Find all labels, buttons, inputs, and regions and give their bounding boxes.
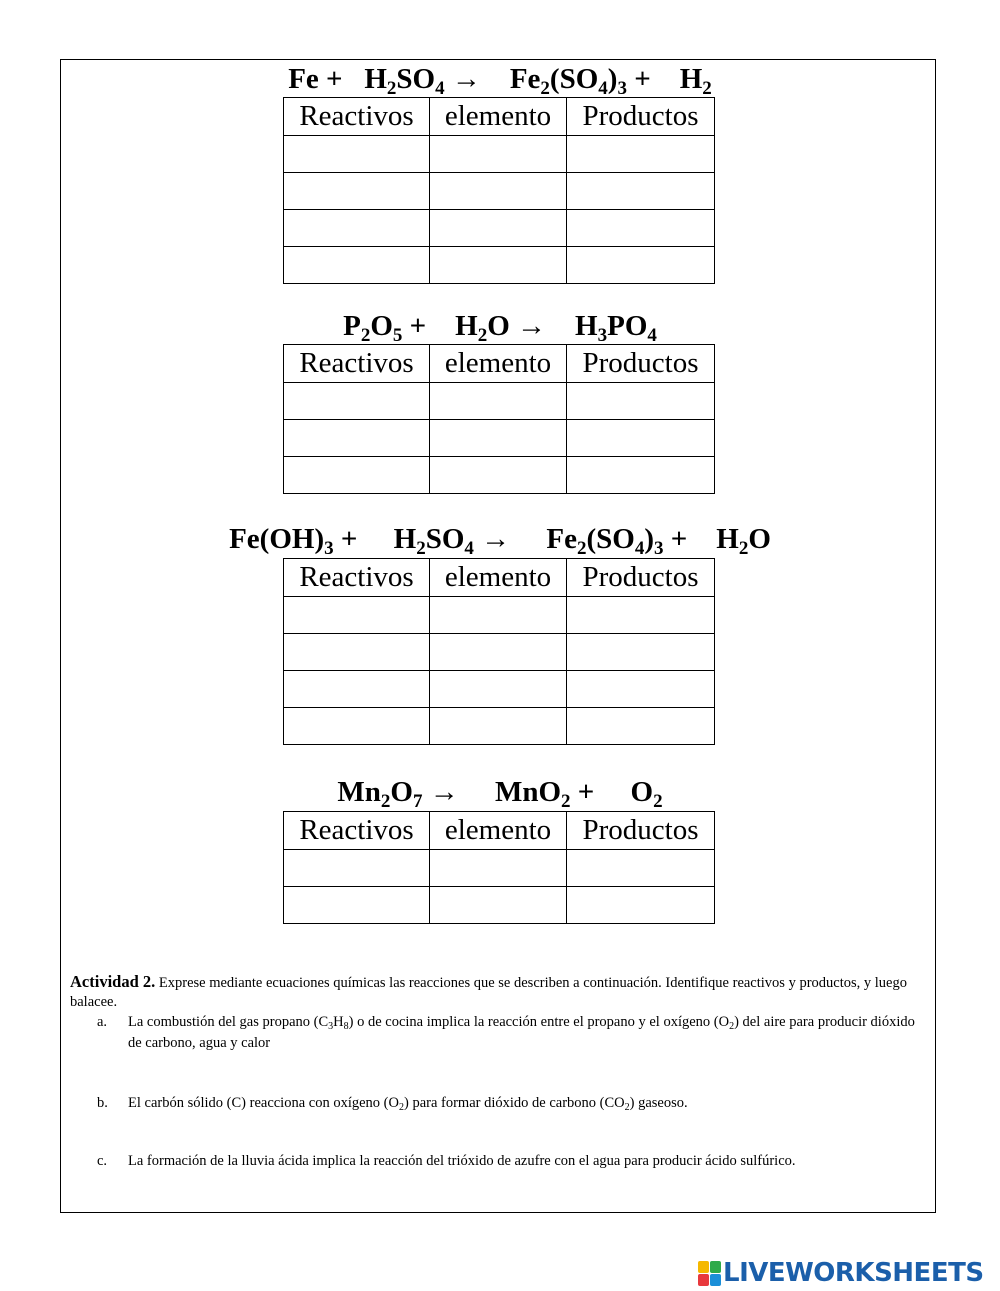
subscript: 4 xyxy=(598,78,608,99)
equation-title: $Mn_2O_7$ → MnO$_2$ + $O_2$ xyxy=(337,776,663,812)
subscript: 5 xyxy=(392,325,403,346)
answer-cell[interactable] xyxy=(430,383,567,420)
subscript: 2 xyxy=(738,538,749,559)
answer-cell[interactable] xyxy=(284,708,430,745)
answer-cell[interactable] xyxy=(430,634,567,671)
equation-title: $P_2O_5$ + $H_2O$ → $H_3PO_4$ xyxy=(343,310,657,346)
subscript: 8 xyxy=(343,1021,349,1032)
activity-title: Actividad 2. xyxy=(70,972,156,991)
answer-cell[interactable] xyxy=(284,136,430,173)
table-row xyxy=(284,173,715,210)
answer-cell[interactable] xyxy=(284,671,430,708)
subscript: 2 xyxy=(729,1021,735,1032)
answer-cell[interactable] xyxy=(430,173,567,210)
answer-cell[interactable] xyxy=(567,383,715,420)
answer-cell[interactable] xyxy=(284,247,430,284)
column-header: Productos xyxy=(567,345,715,383)
column-header: Productos xyxy=(567,559,715,597)
answer-cell[interactable] xyxy=(567,708,715,745)
logo-square xyxy=(710,1274,721,1286)
answer-cell[interactable] xyxy=(567,457,715,494)
subscript: 2 xyxy=(653,791,663,812)
answer-cell[interactable] xyxy=(567,247,715,284)
subscript: 2 xyxy=(540,78,550,99)
table-row xyxy=(284,210,715,247)
subscript: 3 xyxy=(324,538,334,559)
table-row xyxy=(284,383,715,420)
column-header: Reactivos xyxy=(284,559,430,597)
answer-cell[interactable] xyxy=(284,210,430,247)
subscript: 2 xyxy=(624,1102,630,1113)
subscript: 2 xyxy=(380,791,391,812)
subscript: 2 xyxy=(561,791,571,812)
table-row xyxy=(284,247,715,284)
answer-cell[interactable] xyxy=(284,850,430,887)
table-row xyxy=(284,708,715,745)
subscript: 2 xyxy=(702,78,712,99)
subscript: 7 xyxy=(412,791,423,812)
answer-cell[interactable] xyxy=(430,420,567,457)
answer-cell[interactable] xyxy=(284,420,430,457)
answer-cell[interactable] xyxy=(430,597,567,634)
subscript: 2 xyxy=(416,538,426,559)
answer-cell[interactable] xyxy=(284,634,430,671)
item-marker: c. xyxy=(97,1153,108,1169)
subscript: 2 xyxy=(360,325,371,346)
table-row xyxy=(284,887,715,924)
balance-table xyxy=(283,811,715,924)
table-row xyxy=(284,597,715,634)
subscript: 2 xyxy=(386,78,397,99)
item-text: El carbón sólido (C) reacciona con oxígeno $(O_2)$ para formar dióxido de carbono $(CO_2)$ gaseoso. xyxy=(128,1095,688,1113)
subscript: 4 xyxy=(647,325,657,346)
table-row xyxy=(284,136,715,173)
table-header-row xyxy=(284,345,715,383)
answer-cell[interactable] xyxy=(567,173,715,210)
subscript: 3 xyxy=(617,78,627,99)
activity-instructions: Exprese mediante ecuaciones químicas las reacciones que se describen a continuación. Identifique reactivos y productos, y luego balacee. xyxy=(70,975,907,1010)
column-header: elemento xyxy=(430,345,567,383)
subscript: 2 xyxy=(477,325,488,346)
answer-cell[interactable] xyxy=(567,634,715,671)
answer-cell[interactable] xyxy=(430,708,567,745)
logo-square xyxy=(698,1261,709,1273)
balance-table xyxy=(283,344,715,494)
answer-cell[interactable] xyxy=(284,173,430,210)
subscript: 2 xyxy=(576,538,587,559)
answer-cell[interactable] xyxy=(284,383,430,420)
answer-cell[interactable] xyxy=(284,597,430,634)
table-header-row xyxy=(284,98,715,136)
subscript: 2 xyxy=(398,1102,404,1113)
liveworksheets-logo[interactable] xyxy=(698,1258,984,1288)
column-header: elemento xyxy=(430,812,567,850)
item-text: La formación de la lluvia ácida implica la reacción del trióxido de azufre con el agua para producir ácido sulfúrico. xyxy=(128,1153,796,1169)
answer-cell[interactable] xyxy=(430,457,567,494)
answer-cell[interactable] xyxy=(567,136,715,173)
balance-table xyxy=(283,97,715,284)
table-row xyxy=(284,671,715,708)
table-row xyxy=(284,420,715,457)
column-header: Reactivos xyxy=(284,345,430,383)
table-row xyxy=(284,457,715,494)
answer-cell[interactable] xyxy=(430,671,567,708)
answer-cell[interactable] xyxy=(567,887,715,924)
answer-cell[interactable] xyxy=(567,210,715,247)
table-row xyxy=(284,634,715,671)
activity-intro xyxy=(70,972,920,1012)
column-header: Productos xyxy=(567,98,715,136)
equation-title: $Fe + H_2SO_4$ → $Fe_2(SO_4)_3$ + $H_2$ xyxy=(288,63,712,99)
answer-cell[interactable] xyxy=(430,210,567,247)
logo-mark-icon xyxy=(698,1261,720,1285)
logo-square xyxy=(698,1274,709,1286)
table-header-row xyxy=(284,559,715,597)
table-header-row xyxy=(284,812,715,850)
logo-text: LIVEWORKSHEETS xyxy=(723,1258,984,1288)
item-marker: b. xyxy=(97,1095,108,1111)
answer-cell[interactable] xyxy=(567,671,715,708)
column-header: elemento xyxy=(430,559,567,597)
balance-table xyxy=(283,558,715,745)
subscript: 4 xyxy=(464,538,474,559)
answer-cell[interactable] xyxy=(430,887,567,924)
answer-cell[interactable] xyxy=(430,850,567,887)
column-header: Productos xyxy=(567,812,715,850)
item-marker: a. xyxy=(97,1014,108,1030)
answer-cell[interactable] xyxy=(567,850,715,887)
logo-square xyxy=(710,1261,721,1273)
table-row xyxy=(284,850,715,887)
answer-cell[interactable] xyxy=(284,887,430,924)
item-text: La combustión del gas propano $(C_3H_8)$ o de cocina implica la reacción entre el propano y el oxígeno $(O_2)$ del aire para producir dióxido de carbono, agua y calor xyxy=(128,1014,915,1051)
subscript: 3 xyxy=(654,538,664,559)
answer-cell[interactable] xyxy=(284,457,430,494)
column-header: Reactivos xyxy=(284,98,430,136)
answer-cell[interactable] xyxy=(430,136,567,173)
answer-cell[interactable] xyxy=(567,597,715,634)
answer-cell[interactable] xyxy=(567,420,715,457)
answer-cell[interactable] xyxy=(430,247,567,284)
subscript: 3 xyxy=(328,1021,334,1032)
column-header: elemento xyxy=(430,98,567,136)
equation-title: $Fe(OH)_3$ + $H_2SO_4$ → $Fe_2(SO_4)_3$ + $H_2O$ xyxy=(229,523,771,559)
column-header: Reactivos xyxy=(284,812,430,850)
subscript: 3 xyxy=(597,325,608,346)
subscript: 4 xyxy=(634,538,645,559)
subscript: 4 xyxy=(435,78,445,99)
